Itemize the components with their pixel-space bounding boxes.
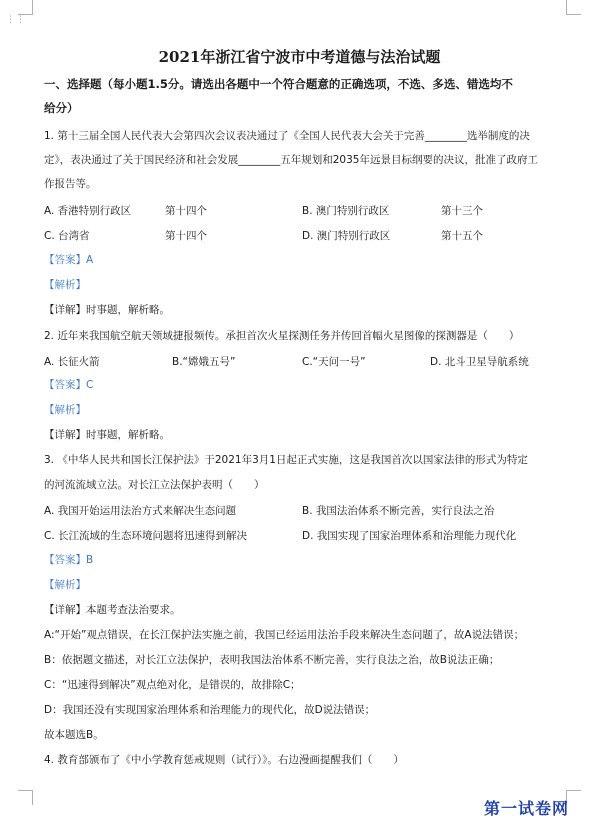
q3-detail: 【详解】本题考查法治要求。	[44, 604, 181, 616]
q1-answer: 【答案】A	[44, 254, 94, 266]
crop-mark-bottom-left	[18, 790, 33, 805]
q1-stem-2: 定》，表决通过了关于国民经济和社会发展________五年规划和2035年远景目标纲要的决议，批准了政府工	[44, 154, 538, 166]
q3-option-c: C. 长江流域的生态环境问题将迅速得到解决	[44, 530, 248, 542]
q3-answer: 【答案】B	[44, 554, 94, 566]
page-title: 2021年浙江省宁波市中考道德与法治试题	[158, 48, 441, 66]
q1-option-b: B. 澳门特别行政区	[302, 205, 390, 217]
q3-option-a: A. 我国开始运用法治方式来解决生态问题	[44, 505, 237, 517]
q3-stem-2: 的河流流域立法。对长江立法保护表明（ ）	[44, 479, 265, 491]
q3-explain-b: B：依据题文描述，对长江立法保护，表明我国法治体系不断完善，实行良法之治，故B说法正确；	[44, 654, 500, 666]
drag-handle-icon[interactable]: ⋮⋮	[6, 15, 26, 25]
q1-analysis: 【解析】	[44, 279, 86, 291]
crop-mark-top-left	[18, 0, 33, 15]
q3-stem: 3. 《中华人民共和国长江保护法》于2021年3月1日起正式实施，这是我国首次以国家法律的形式为特定	[44, 454, 528, 466]
q3-analysis: 【解析】	[44, 579, 86, 591]
q2-option-d: D. 北斗卫星导航系统	[430, 356, 529, 368]
q1-option-d-2: 第十五个	[441, 230, 483, 242]
q2-detail: 【详解】时事题，解析略。	[44, 429, 170, 441]
q2-analysis: 【解析】	[44, 404, 86, 416]
q1-detail: 【详解】时事题，解析略。	[44, 304, 170, 316]
q1-option-c-2: 第十四个	[165, 230, 207, 242]
q3-explain-c: C：“迅速得到解决”观点绝对化，是错误的，故排除C；	[44, 679, 301, 691]
q3-option-d: D. 我国实现了国家治理体系和治理能力现代化	[302, 530, 517, 542]
q3-conclusion: 故本题选B。	[44, 729, 104, 741]
q2-option-b: B.“嫦娥五号”	[172, 356, 236, 368]
section-heading: 一、选择题（每小题1.5分。请选出各题中一个符合题意的正确选项，不选、多选、错选均不	[44, 77, 513, 91]
q1-option-a: A. 香港特别行政区	[44, 205, 132, 217]
q1-stem: 1. 第十三届全国人民代表大会第四次会议表决通过了《全国人民代表大会关于完善________选举制度的决	[44, 130, 530, 142]
brand-watermark: 第一试卷网	[484, 799, 570, 818]
q2-answer: 【答案】C	[44, 379, 94, 391]
q3-explain-a: A:“开始”观点错误，在长江保护法实施之前，我国已经运用法治手段来解决生态问题了，故A说法错误；	[44, 629, 525, 641]
q3-explain-d: D：我国还没有实现国家治理体系和治理能力的现代化，故D说法错误；	[44, 704, 376, 716]
q4-stem: 4. 教育部颁布了《中小学教育惩戒规则（试行）》。右边漫画提醒我们（ ）	[44, 754, 404, 766]
q2-option-a: A. 长征火箭	[44, 356, 100, 368]
q2-option-c: C.“天问一号”	[302, 356, 366, 368]
q1-option-c: C. 台湾省	[44, 230, 90, 242]
q3-option-b: B. 我国法治体系不断完善，实行良法之治	[302, 505, 495, 517]
q1-option-b-2: 第十三个	[441, 205, 483, 217]
section-heading-cont: 给分）	[44, 101, 79, 115]
q1-option-a-2: 第十四个	[165, 205, 207, 217]
q1-stem-3: 作报告等。	[44, 178, 97, 190]
crop-mark-top-right	[566, 0, 581, 15]
q1-option-d: D. 澳门特别行政区	[302, 230, 391, 242]
q2-stem: 2. 近年来我国航空航天领域捷报频传。承担首次火星探测任务并传回首幅火星图像的探测器是（ ）	[44, 330, 520, 342]
